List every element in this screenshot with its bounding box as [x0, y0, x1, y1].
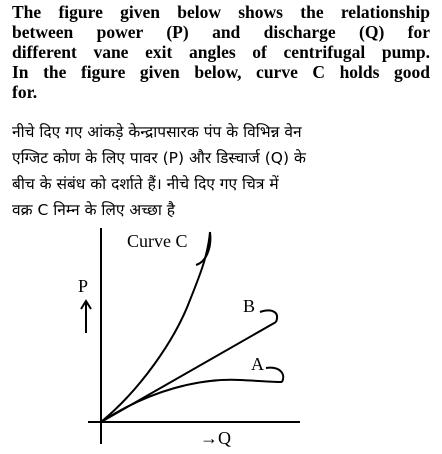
question-en-line-2: between power (P) and discharge (Q) for: [12, 22, 430, 42]
curve-c-hook: [196, 232, 210, 265]
question-en-line-1: The figure given below shows the relationship: [12, 2, 430, 22]
question-en-line-3: different vane exit angles of centrifugal pump.: [12, 42, 430, 62]
curve-a: [101, 380, 282, 422]
question-en-line-5: for.: [12, 82, 38, 102]
curve-a-hook: [266, 368, 283, 382]
curve-a-label: A: [251, 354, 264, 374]
question-hi-line-1: नीचे दिए गए आंकड़े केन्द्रापसारक पंप के विभिन्न वेन: [12, 123, 302, 141]
question-hi-line-4: वक्र C निम्न के लिए अच्छा है: [12, 201, 176, 219]
curve-c-label: Curve C: [127, 231, 188, 251]
x-axis-label: →Q: [200, 428, 231, 448]
y-axis-label: P: [78, 276, 89, 296]
y-axis-arrow: [81, 301, 91, 333]
question-hi-line-2: एग्जिट कोण के लिए पावर (P) और डिस्चार्ज (Q) के: [12, 149, 306, 167]
question-en-line-4: In the figure given below, curve C holds good: [12, 62, 430, 82]
curve-b-label: B: [243, 296, 256, 316]
question-hi-line-3: बीच के संबंध को दर्शाते हैं। नीचे दिए गए चित्र में: [12, 175, 279, 193]
curve-b-hook: [260, 310, 277, 322]
